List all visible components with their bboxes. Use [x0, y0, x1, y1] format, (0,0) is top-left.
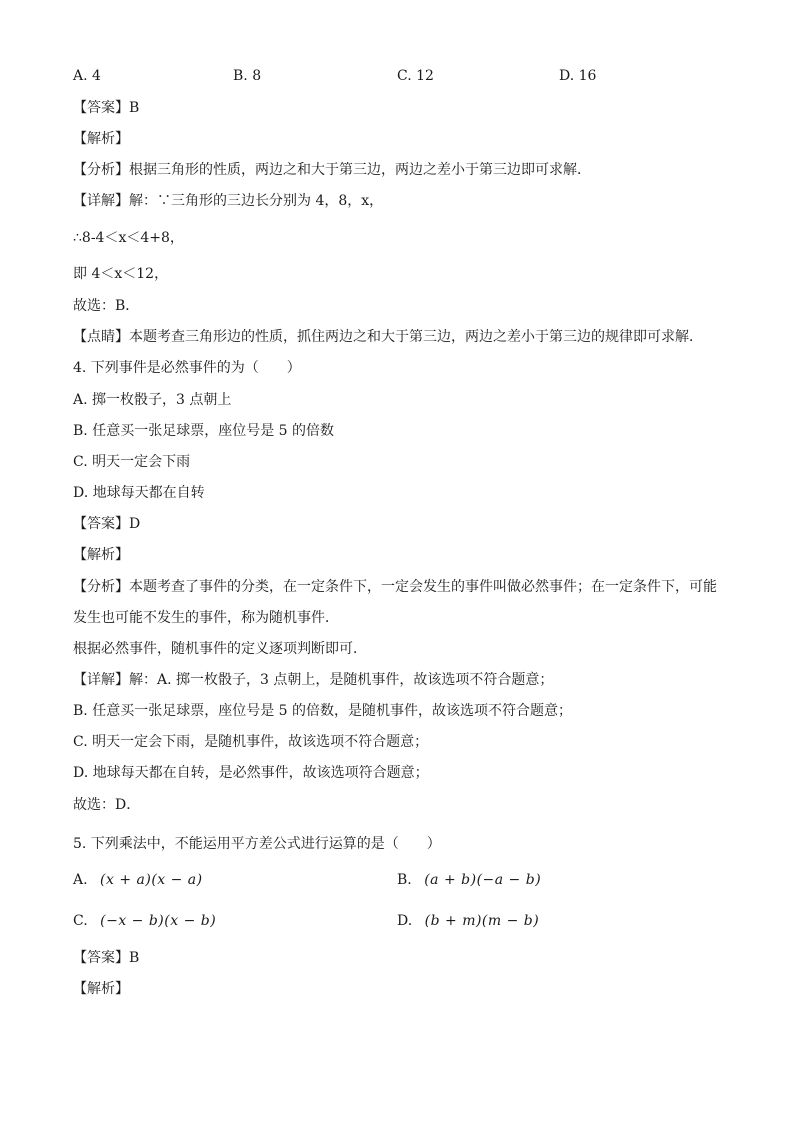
q4-option-b: B. 任意买一张足球票，座位号是 5 的倍数 [73, 423, 334, 439]
q5-option-c-label: C. [73, 913, 88, 929]
q3-comment: 【点睛】本题考查三角形边的性质，抓住两边之和大于第三边，两边之差小于第三边的规律即可求解． [73, 329, 703, 345]
q5-option-d-label: D. [397, 913, 413, 929]
q5-option-a [73, 870, 203, 890]
q4-option-a: A. 掷一枚骰子，3 点朝上 [73, 392, 232, 408]
q5-option-a-expr: (x + a)(x − a) [100, 872, 203, 888]
q3-answer: 【答案】B [73, 100, 140, 116]
q4-answer: 【答案】D [73, 516, 141, 532]
q4-conclusion: 故选：D． [73, 797, 141, 813]
q3-option-b: B. 8 [233, 68, 262, 84]
q3-option-d: D. 16 [559, 68, 597, 84]
q3-analysis: 【分析】根据三角形的性质，两边之和大于第三边，两边之差小于第三边即可求解． [73, 162, 591, 178]
q5-option-b-label: B. [397, 872, 412, 888]
q5-option-c-expr: (−x − b)(x − b) [100, 913, 217, 929]
q4-analysis-line-2: 发生也可能不发生的事件，称为随机事件． [73, 610, 339, 626]
q4-solution-d: D. 地球每天都在自转，是必然事件，故该选项符合题意； [73, 765, 429, 781]
q5-answer: 【答案】B [73, 950, 140, 966]
q3-option-c: C. 12 [397, 68, 434, 84]
q5-option-c [73, 911, 216, 931]
q5-option-b-expr: (a + b)(−a − b) [424, 872, 542, 888]
q3-conclusion: 故选：B． [73, 298, 140, 314]
q4-solution-a: 【详解】解：A. 掷一枚骰子，3 点朝上，是随机事件，故该选项不符合题意； [73, 672, 554, 688]
q3-option-a: A. 4 [73, 68, 101, 84]
q5-option-d [397, 911, 539, 931]
q5-stem: 5. 下列乘法中，不能运用平方差公式进行运算的是（ ） [73, 836, 441, 852]
q3-step-2: 即 4＜x＜12， [73, 266, 169, 282]
q3-solution: 【详解】解：∵三角形的三边长分别为 4，8，x， [73, 193, 384, 209]
q4-solution-b: B. 任意买一张足球票，座位号是 5 的倍数，是随机事件，故该选项不符合题意； [73, 703, 572, 719]
q4-jiexi-heading: 【解析】 [73, 547, 129, 563]
q4-option-d: D. 地球每天都在自转 [73, 485, 205, 501]
q4-analysis-line-1: 【分析】本题考查了事件的分类，在一定条件下，一定会发生的事件叫做必然事件；在一定条件下，可能 [73, 579, 717, 595]
q4-option-c: C. 明天一定会下雨 [73, 454, 191, 470]
q5-option-b [397, 870, 541, 890]
q4-stem: 4. 下列事件是必然事件的为（ ） [73, 360, 301, 376]
q4-analysis-line-3: 根据必然事件，随机事件的定义逐项判断即可． [73, 641, 367, 657]
q5-jiexi-heading: 【解析】 [73, 981, 129, 997]
q3-step-1: ∴8-4＜x＜4+8， [73, 230, 184, 246]
q5-option-d-expr: (b + m)(m − b) [424, 913, 540, 929]
q3-jiexi-heading: 【解析】 [73, 131, 129, 147]
q4-solution-c: C. 明天一定会下雨，是随机事件，故该选项不符合题意； [73, 734, 429, 750]
q5-option-a-label: A. [73, 872, 88, 888]
